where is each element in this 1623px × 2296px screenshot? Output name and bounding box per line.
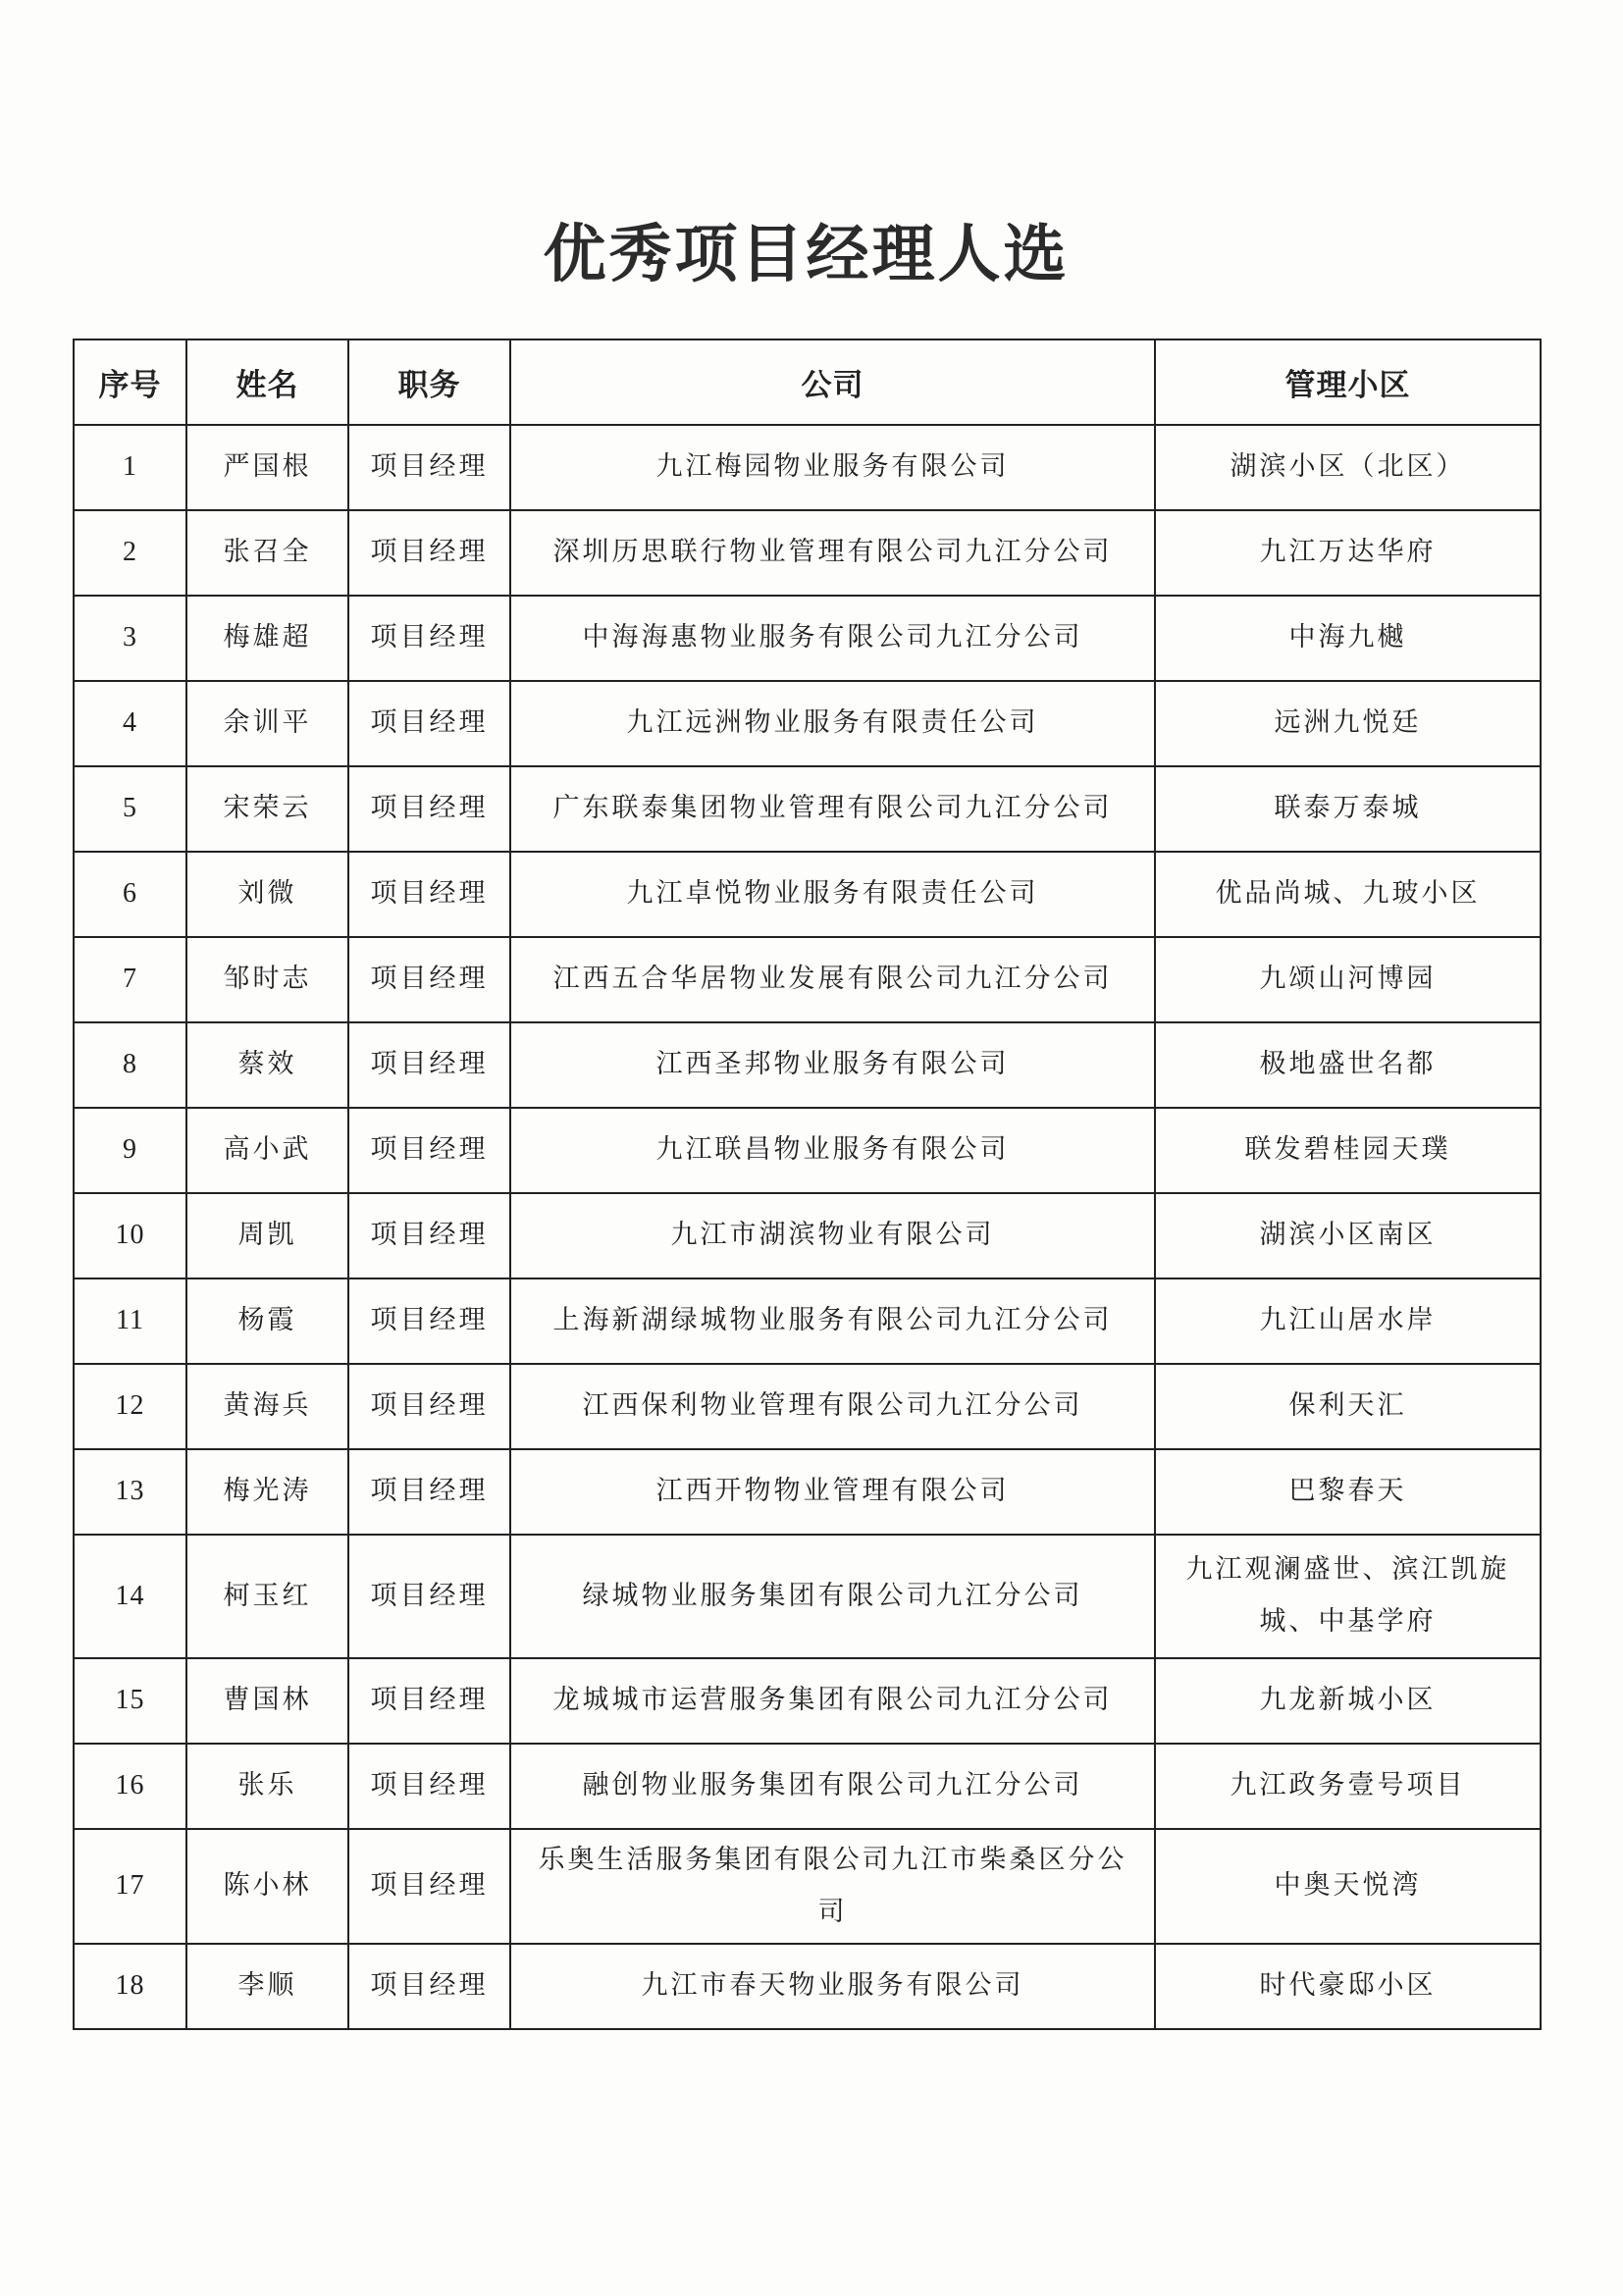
cell-community: 联泰万泰城	[1155, 766, 1541, 852]
cell-position: 项目经理	[348, 1278, 510, 1364]
cell-no: 15	[74, 1658, 186, 1744]
cell-position: 项目经理	[348, 1658, 510, 1744]
cell-company: 九江远洲物业服务有限责任公司	[510, 681, 1155, 766]
cell-name: 杨霞	[186, 1278, 348, 1364]
table-row	[74, 1829, 1541, 1944]
cell-no: 11	[74, 1278, 186, 1364]
cell-company: 江西保利物业管理有限公司九江分公司	[510, 1364, 1155, 1449]
table-row	[74, 596, 1541, 681]
cell-name: 周凯	[186, 1193, 348, 1278]
cell-community: 九江政务壹号项目	[1155, 1744, 1541, 1829]
cell-position: 项目经理	[348, 1829, 510, 1944]
header-name: 姓名	[186, 339, 348, 425]
cell-company: 深圳历思联行物业管理有限公司九江分公司	[510, 510, 1155, 596]
table-row	[74, 1022, 1541, 1108]
cell-company: 江西五合华居物业发展有限公司九江分公司	[510, 937, 1155, 1022]
table-row	[74, 1108, 1541, 1193]
cell-community: 联发碧桂园天璞	[1155, 1108, 1541, 1193]
cell-no: 7	[74, 937, 186, 1022]
cell-position: 项目经理	[348, 681, 510, 766]
table-row	[74, 1449, 1541, 1535]
table-row	[74, 1364, 1541, 1449]
cell-community: 九江万达华府	[1155, 510, 1541, 596]
table-row	[74, 1658, 1541, 1744]
table-row	[74, 852, 1541, 937]
cell-no: 16	[74, 1744, 186, 1829]
cell-no: 9	[74, 1108, 186, 1193]
cell-company: 九江联昌物业服务有限公司	[510, 1108, 1155, 1193]
cell-name: 梅雄超	[186, 596, 348, 681]
cell-position: 项目经理	[348, 1449, 510, 1535]
cell-position: 项目经理	[348, 1022, 510, 1108]
cell-community: 九龙新城小区	[1155, 1658, 1541, 1744]
cell-no: 10	[74, 1193, 186, 1278]
cell-name: 曹国林	[186, 1658, 348, 1744]
cell-no: 4	[74, 681, 186, 766]
cell-company: 绿城物业服务集团有限公司九江分公司	[510, 1535, 1155, 1658]
cell-community: 保利天汇	[1155, 1364, 1541, 1449]
cell-name: 刘微	[186, 852, 348, 937]
cell-name: 张乐	[186, 1744, 348, 1829]
table-row	[74, 1193, 1541, 1278]
cell-community: 九颂山河博园	[1155, 937, 1541, 1022]
header-row	[74, 339, 1541, 425]
cell-company: 龙城城市运营服务集团有限公司九江分公司	[510, 1658, 1155, 1744]
cell-name: 梅光涛	[186, 1449, 348, 1535]
cell-name: 严国根	[186, 425, 348, 510]
header-company: 公司	[510, 339, 1155, 425]
table-row	[74, 1744, 1541, 1829]
cell-position: 项目经理	[348, 1944, 510, 2029]
cell-community: 远洲九悦廷	[1155, 681, 1541, 766]
table-body	[74, 425, 1541, 2029]
table-row	[74, 510, 1541, 596]
page-title: 优秀项目经理人选	[543, 219, 1070, 291]
table-row	[74, 425, 1541, 510]
cell-name: 宋荣云	[186, 766, 348, 852]
cell-community: 湖滨小区南区	[1155, 1193, 1541, 1278]
cell-company: 广东联泰集团物业管理有限公司九江分公司	[510, 766, 1155, 852]
cell-no: 5	[74, 766, 186, 852]
cell-community: 九江观澜盛世、滨江凯旋城、中基学府	[1155, 1535, 1541, 1658]
cell-company: 江西开物物业管理有限公司	[510, 1449, 1155, 1535]
cell-position: 项目经理	[348, 1108, 510, 1193]
cell-no: 1	[74, 425, 186, 510]
cell-community: 湖滨小区（北区）	[1155, 425, 1541, 510]
table-header	[74, 339, 1541, 425]
cell-company: 九江市春天物业服务有限公司	[510, 1944, 1155, 2029]
header-community: 管理小区	[1155, 339, 1541, 425]
cell-name: 黄海兵	[186, 1364, 348, 1449]
cell-name: 柯玉红	[186, 1535, 348, 1658]
table-row	[74, 1278, 1541, 1364]
cell-position: 项目经理	[348, 937, 510, 1022]
table-row	[74, 681, 1541, 766]
cell-position: 项目经理	[348, 510, 510, 596]
cell-no: 12	[74, 1364, 186, 1449]
cell-position: 项目经理	[348, 1364, 510, 1449]
header-no: 序号	[74, 339, 186, 425]
cell-company: 江西圣邦物业服务有限公司	[510, 1022, 1155, 1108]
cell-no: 3	[74, 596, 186, 681]
cell-name: 高小武	[186, 1108, 348, 1193]
cell-company: 九江市湖滨物业有限公司	[510, 1193, 1155, 1278]
cell-community: 优品尚城、九玻小区	[1155, 852, 1541, 937]
cell-name: 张召全	[186, 510, 348, 596]
cell-name: 余训平	[186, 681, 348, 766]
cell-no: 8	[74, 1022, 186, 1108]
cell-community: 极地盛世名都	[1155, 1022, 1541, 1108]
cell-community: 中海九樾	[1155, 596, 1541, 681]
cell-position: 项目经理	[348, 766, 510, 852]
cell-company: 乐奥生活服务集团有限公司九江市柴桑区分公司	[510, 1829, 1155, 1944]
cell-company: 中海海惠物业服务有限公司九江分公司	[510, 596, 1155, 681]
table-row	[74, 1944, 1541, 2029]
cell-position: 项目经理	[348, 852, 510, 937]
cell-no: 18	[74, 1944, 186, 2029]
cell-position: 项目经理	[348, 1193, 510, 1278]
cell-name: 邹时志	[186, 937, 348, 1022]
cell-community: 中奥天悦湾	[1155, 1829, 1541, 1944]
table-row	[74, 766, 1541, 852]
cell-name: 蔡效	[186, 1022, 348, 1108]
cell-community: 时代豪邸小区	[1155, 1944, 1541, 2029]
cell-position: 项目经理	[348, 1744, 510, 1829]
cell-no: 17	[74, 1829, 186, 1944]
cell-company: 融创物业服务集团有限公司九江分公司	[510, 1744, 1155, 1829]
cell-community: 九江山居水岸	[1155, 1278, 1541, 1364]
cell-no: 2	[74, 510, 186, 596]
table-row	[74, 1535, 1541, 1658]
cell-position: 项目经理	[348, 425, 510, 510]
cell-name: 陈小林	[186, 1829, 348, 1944]
cell-no: 14	[74, 1535, 186, 1658]
cell-company: 九江卓悦物业服务有限责任公司	[510, 852, 1155, 937]
cell-no: 6	[74, 852, 186, 937]
table-row	[74, 937, 1541, 1022]
cell-company: 九江梅园物业服务有限公司	[510, 425, 1155, 510]
cell-position: 项目经理	[348, 596, 510, 681]
cell-position: 项目经理	[348, 1535, 510, 1658]
header-position: 职务	[348, 339, 510, 425]
candidate-table	[73, 339, 1542, 2030]
cell-no: 13	[74, 1449, 186, 1535]
cell-community: 巴黎春天	[1155, 1449, 1541, 1535]
cell-name: 李顺	[186, 1944, 348, 2029]
cell-company: 上海新湖绿城物业服务有限公司九江分公司	[510, 1278, 1155, 1364]
